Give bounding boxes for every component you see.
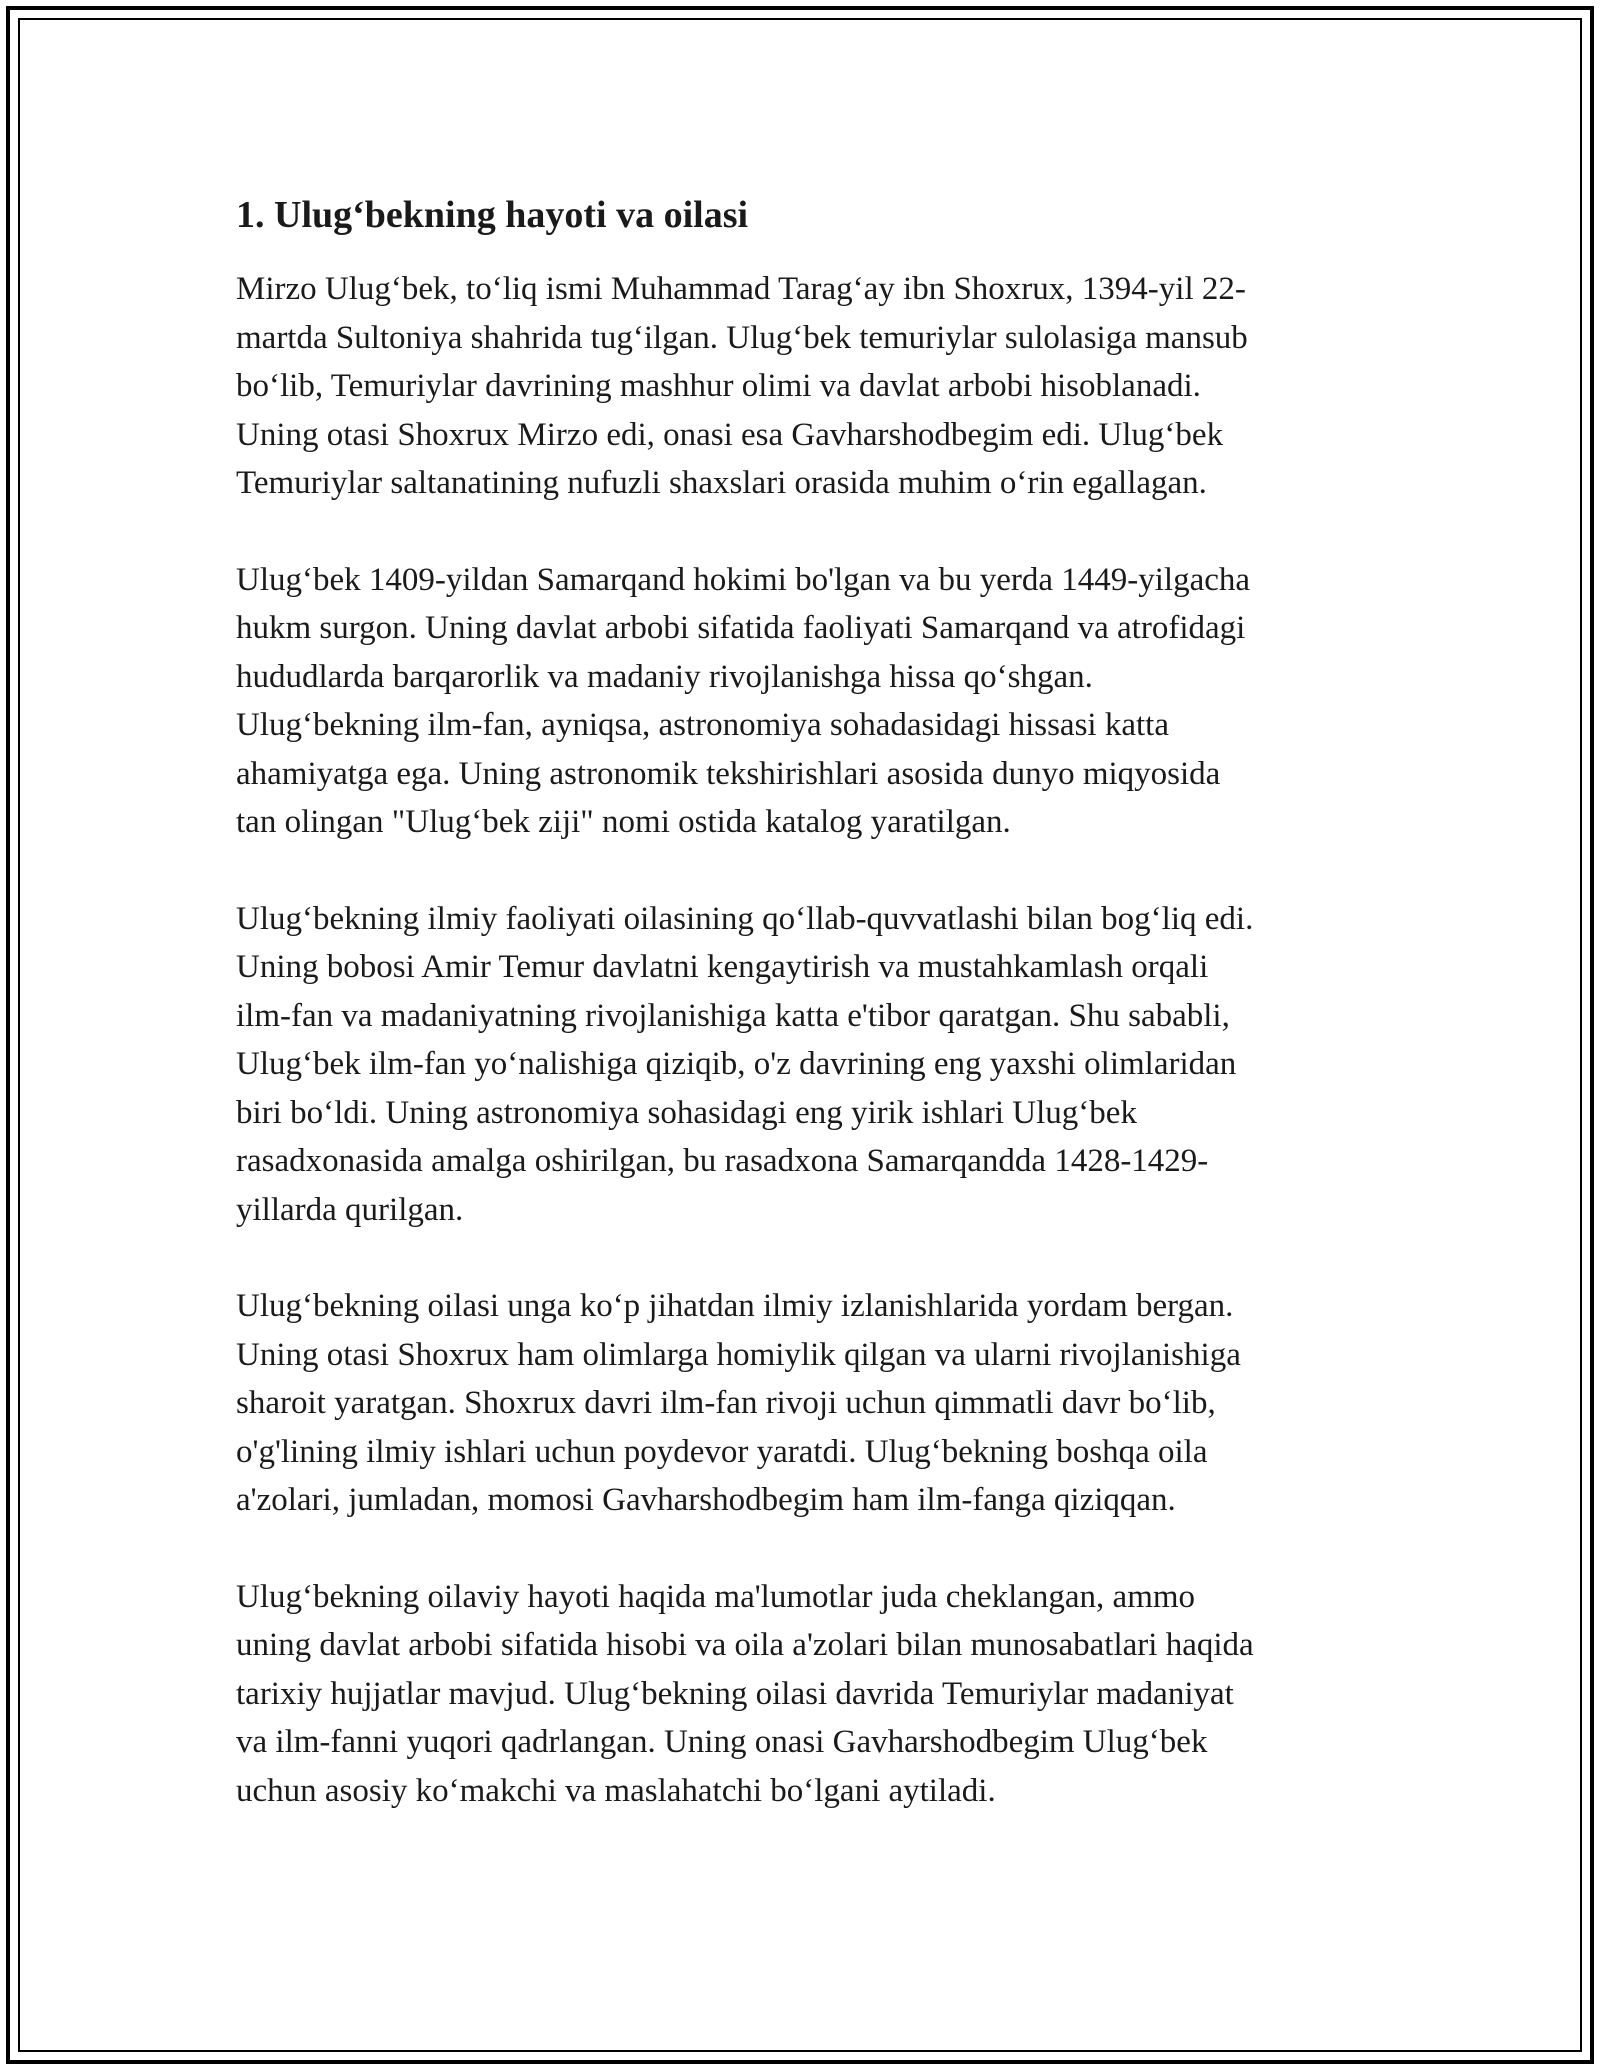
- document-body: [236, 189, 1386, 1863]
- text-line: a'zolari, jumladan, momosi Gavharshodbegim ham ilm-fanga qiziqqan.: [236, 1482, 1176, 1518]
- text-line: Ulug‘bek ilm-fan yo‘nalishiga qiziqib, o'z davrining eng yaxshi olimlaridan: [236, 1046, 1237, 1082]
- text-line: Ulug‘bekning oilasi unga ko‘p jihatdan ilmiy izlanishlarida yordam bergan.: [236, 1288, 1234, 1324]
- text-line: Ulug‘bekning ilm-fan, ayniqsa, astronomiya sohadasidagi hissasi katta: [236, 707, 1169, 743]
- text-line: uning davlat arbobi sifatida hisobi va oila a'zolari bilan munosabatlari haqida: [236, 1627, 1254, 1663]
- text-line: ahamiyatga ega. Uning astronomik tekshirishlari asosida dunyo miqyosida: [236, 755, 1221, 792]
- text-line: Uning bobosi Amir Temur davlatni kengaytirish va mustahkamlash orqali: [236, 949, 1209, 985]
- paragraph-scientific-activity: [236, 895, 1386, 1235]
- text-line: martda Sultoniya shahrida tug‘ilgan. Ulug‘bek temuriylar sulolasiga mansub: [236, 319, 1248, 356]
- text-line: rasadxonasida amalga oshirilgan, bu rasadxona Samarqandda 1428-1429-: [236, 1143, 1209, 1179]
- paragraph-family-support: [236, 1282, 1386, 1525]
- text-line: tarixiy hujjatlar mavjud. Ulug‘bekning oilasi davrida Temuriylar madaniyat: [236, 1675, 1234, 1712]
- text-line: o'g'lining ilmiy ishlari uchun poydevor yaratdi. Ulug‘bekning boshqa oila: [236, 1433, 1208, 1470]
- text-line: va ilm-fanni yuqori qadrlangan. Uning onasi Gavharshodbegim Ulug‘bek: [236, 1724, 1208, 1760]
- text-line: Uning otasi Shoxrux Mirzo edi, onasi esa Gavharshodbegim edi. Ulug‘bek: [236, 416, 1224, 453]
- section-heading: 1. Ulug‘bekning hayoti va oilasi: [236, 194, 749, 236]
- text-line: Ulug‘bekning ilmiy faoliyati oilasining qo‘llab-quvvatlashi bilan bog‘liq edi.: [236, 900, 1254, 937]
- text-line: hukm surgon. Uning davlat arbobi sifatida faoliyati Samarqand va atrofidagi: [236, 610, 1246, 646]
- text-line: Uning otasi Shoxrux ham olimlarga homiylik qilgan va ularni rivojlanishiga: [236, 1336, 1241, 1373]
- paragraph-birth-and-family: [236, 265, 1386, 508]
- text-line: sharoit yaratgan. Shoxrux davri ilm-fan rivoji uchun qimmatli davr bo‘lib,: [236, 1385, 1216, 1421]
- text-line: Ulug‘bek 1409-yildan Samarqand hokimi bo'lgan va bu yerda 1449-yilgacha: [236, 561, 1251, 598]
- text-line: uchun asosiy ko‘makchi va maslahatchi bo‘lgani aytiladi.: [236, 1772, 996, 1809]
- text-line: Mirzo Ulug‘bek, to‘liq ismi Muhammad Tarag‘ay ibn Shoxrux, 1394-yil 22-: [236, 271, 1246, 307]
- text-line: Temuriylar saltanatining nufuzli shaxslari orasida muhim o‘rin egallagan.: [236, 465, 1207, 501]
- text-line: biri bo‘ldi. Uning astronomiya sohasidagi eng yirik ishlari Ulug‘bek: [236, 1094, 1137, 1131]
- text-line: tan olingan "Ulug‘bek ziji" nomi ostida katalog yaratilgan.: [236, 804, 1011, 840]
- text-line: yillarda qurilgan.: [236, 1191, 464, 1228]
- paragraph-samarqand-governor: [236, 556, 1386, 847]
- text-line: Ulug‘bekning oilaviy hayoti haqida ma'lumotlar juda cheklangan, ammo: [236, 1578, 1196, 1615]
- text-line: ilm-fan va madaniyatning rivojlanishiga katta e'tibor qaratgan. Shu sababli,: [236, 997, 1230, 1034]
- paragraph-family-life: [236, 1573, 1386, 1816]
- text-line: bo‘lib, Temuriylar davrining mashhur olimi va davlat arbobi hisoblanadi.: [236, 368, 1201, 404]
- text-line: hududlarda barqarorlik va madaniy rivojlanishga hissa qo‘shgan.: [236, 658, 1093, 695]
